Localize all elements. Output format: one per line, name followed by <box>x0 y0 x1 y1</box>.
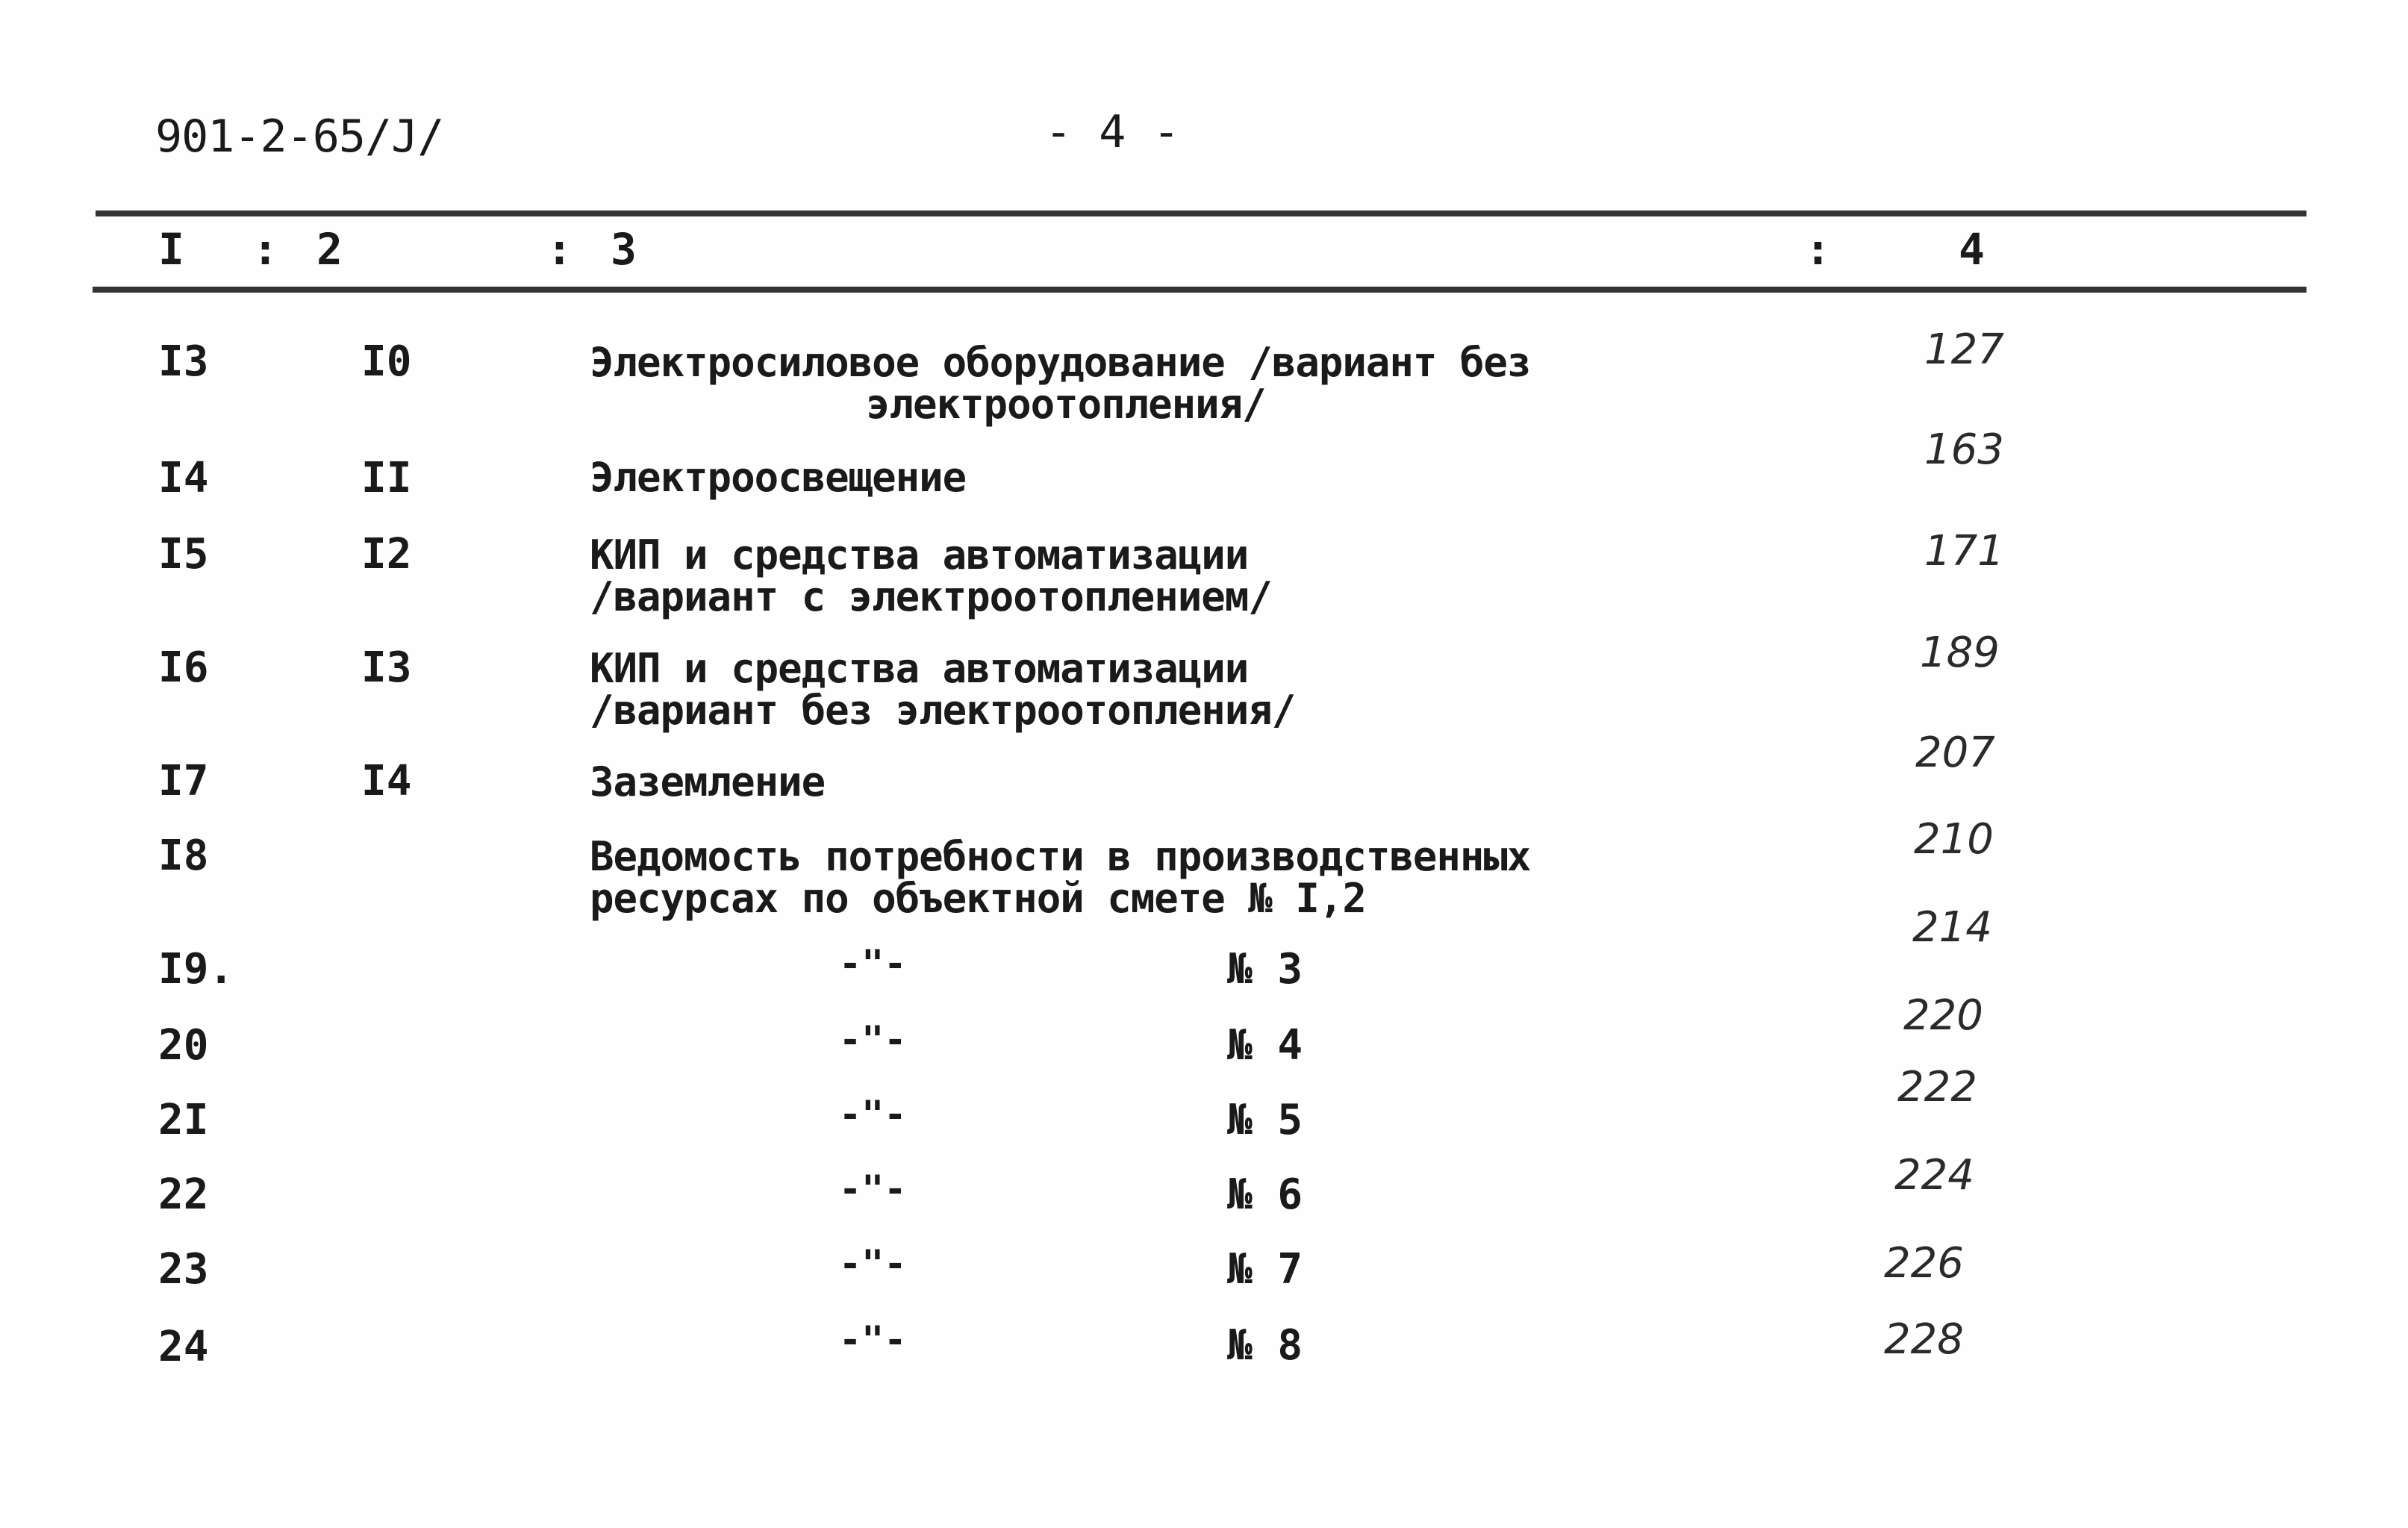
estimate-number: № 8 <box>1227 1321 1303 1370</box>
page-ref: 127 <box>1924 325 2004 374</box>
row-number: 2I <box>158 1096 209 1144</box>
row-description <box>590 454 967 501</box>
col-3-label: 3 <box>611 224 637 275</box>
col-3-sep: : <box>546 224 573 275</box>
row-description-line-1: Электросиловое оборудование /вариант без <box>590 339 1531 386</box>
page-ref: 224 <box>1894 1151 1974 1200</box>
ditto-mark: -"- <box>839 1018 907 1061</box>
col-4-label: 4 <box>1959 224 1985 275</box>
row-description <box>590 645 1296 734</box>
row-number: I5 <box>158 530 209 579</box>
row-description-line-1: Электроосвещение <box>590 454 967 501</box>
row-description-line-1: Ведомость потребности в производственных <box>590 833 1531 880</box>
section-number: I2 <box>361 530 412 579</box>
row-description <box>590 531 1272 620</box>
row-description-line-2: /вариант без электроотопления/ <box>590 687 1296 734</box>
row-number: 24 <box>158 1323 209 1371</box>
document-code: 901-2-65/Ј/ <box>155 110 444 163</box>
page-ref: 189 <box>1920 629 2000 677</box>
row-number: I3 <box>158 337 209 386</box>
row-description-line-2: ресурсах по объектной смете № I,2 <box>590 875 1366 922</box>
estimate-number: № 5 <box>1227 1096 1303 1144</box>
section-number: I0 <box>361 337 412 386</box>
row-description <box>590 758 826 805</box>
top-rule <box>96 211 2306 216</box>
row-number: 22 <box>158 1170 209 1219</box>
section-number: II <box>361 454 412 502</box>
ditto-mark: -"- <box>839 1167 907 1211</box>
section-number: I3 <box>361 643 412 692</box>
estimate-number: № 4 <box>1227 1021 1303 1070</box>
row-number: I4 <box>158 454 209 502</box>
page-ref: 228 <box>1884 1315 1964 1364</box>
col-1-label: I <box>158 224 184 275</box>
ditto-mark: -"- <box>839 1318 907 1362</box>
row-number: 23 <box>158 1245 209 1294</box>
page-ref: 171 <box>1924 527 2004 576</box>
row-number: 20 <box>158 1021 209 1070</box>
row-description <box>590 833 1531 922</box>
page-ref: 163 <box>1924 425 2004 474</box>
ditto-mark: -"- <box>839 1093 907 1136</box>
page-ref: 207 <box>1915 729 1995 777</box>
col-2-sep: : <box>252 224 278 275</box>
page-ref: 220 <box>1903 991 1983 1040</box>
row-number: I8 <box>158 832 209 880</box>
row-description-line-2: электроотопления/ <box>866 381 1266 428</box>
row-description-line-1: КИП и средства автоматизации <box>590 645 1249 692</box>
estimate-number: № 6 <box>1227 1170 1303 1219</box>
ditto-mark: -"- <box>839 942 907 985</box>
col-4-sep: : <box>1805 224 1831 275</box>
row-description-line-2: /вариант с электроотоплением/ <box>590 573 1272 620</box>
col-2-label: 2 <box>316 224 343 275</box>
page-ref: 214 <box>1912 903 1992 952</box>
row-description-line-1: Заземление <box>590 758 826 805</box>
section-number: I4 <box>361 757 412 805</box>
estimate-number: № 7 <box>1227 1245 1303 1294</box>
page-ref: 226 <box>1884 1239 1964 1288</box>
ditto-mark: -"- <box>839 1242 907 1285</box>
page-ref: 222 <box>1897 1063 1977 1111</box>
row-number: I7 <box>158 757 209 805</box>
row-description <box>590 339 1531 428</box>
row-number: I9. <box>158 945 234 994</box>
row-description-line-1: КИП и средства автоматизации <box>590 531 1249 579</box>
estimate-number: № 3 <box>1227 945 1303 994</box>
page-ref: 210 <box>1914 815 1994 864</box>
header-bottom-rule <box>93 287 2306 293</box>
page-number: - 4 - <box>1045 106 1180 158</box>
row-number: I6 <box>158 643 209 692</box>
